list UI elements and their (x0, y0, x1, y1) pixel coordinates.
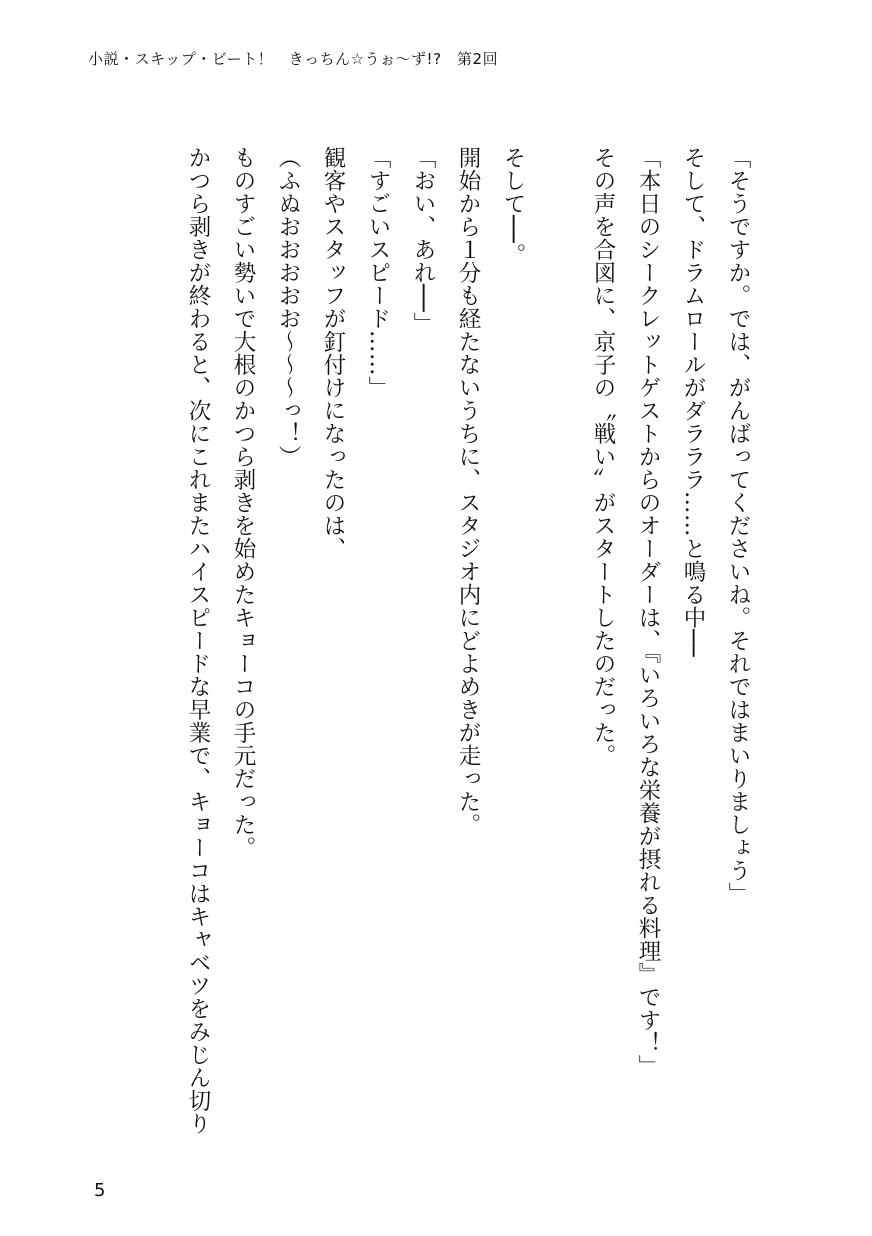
text-line: 「すごいスピード……」 (365, 146, 391, 399)
text-line: かつら剥きが終わると、次にこれまたハイスピードな早業で、キョーコはキャベツをみじん切り (185, 146, 211, 1135)
text-line: 観客やスタッフが釘付けになったのは、 (320, 146, 346, 560)
text-line: 「そうですか。では、がんばってくださいね。それではまいりましょう」 (725, 146, 751, 905)
text-line: その声を合図に、京子の〝戦い〟がスタートしたのだった。 (590, 146, 616, 767)
text-line: そして、ドラムロールがダラララ……と鳴る中── (680, 146, 706, 658)
page-number: 5 (94, 1180, 106, 1201)
novel-body-text (175, 146, 760, 1136)
text-line: 開始から１分も経たないうちに、スタジオ内にどよめきが走った。 (455, 146, 481, 836)
blank-line (535, 146, 580, 1136)
text-line: 「本日のシークレットゲストからのオーダーは、『いろいろな栄養が摂れる料理』です！」 (635, 146, 661, 1078)
text-line: （ふぬおおおおお〜〜〜っ！） (275, 146, 301, 468)
running-header: 小説・スキップ・ビート！ きっちん☆うぉ〜ず!? 第2回 (88, 50, 499, 68)
text-line: そして──。 (500, 146, 526, 267)
text-line: 「おい、あれ──」 (410, 146, 436, 336)
text-line: ものすごい勢いで大根のかつら剥きを始めたキョーコの手元だった。 (230, 146, 256, 859)
